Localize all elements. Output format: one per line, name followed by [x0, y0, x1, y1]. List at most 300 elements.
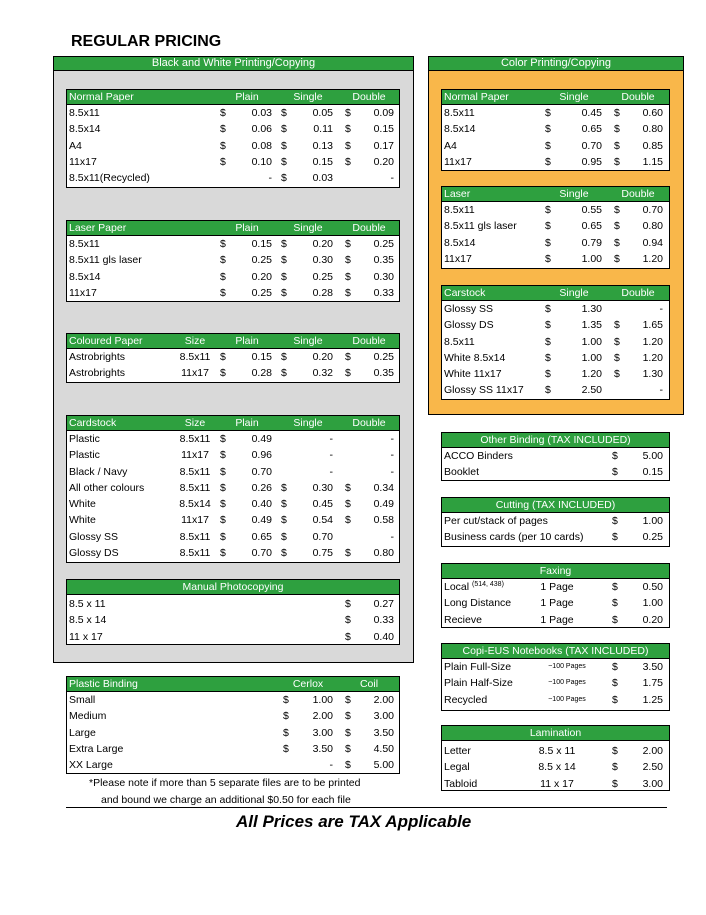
- cell: $: [283, 726, 289, 739]
- table-row: [442, 513, 669, 529]
- table-row: [67, 757, 399, 773]
- cutting-table: [441, 497, 670, 547]
- cell: $: [345, 498, 351, 511]
- table-row: [67, 545, 399, 561]
- cell: 1.35: [581, 319, 602, 332]
- header-cerlox: Cerlox: [292, 678, 324, 690]
- cell: 0.03: [312, 172, 333, 185]
- table-row: [442, 692, 669, 708]
- cell: ~100 Pages: [548, 679, 586, 687]
- table-header: Lamination: [442, 726, 669, 741]
- header-plain: Plain: [235, 91, 259, 103]
- cell: 0.55: [581, 204, 602, 216]
- table-header: [442, 187, 669, 202]
- table-row: [67, 596, 399, 612]
- cell: $: [220, 481, 226, 494]
- row-label: 11x17: [69, 155, 97, 168]
- table-row: [67, 170, 399, 186]
- cell: $: [281, 514, 287, 527]
- table-row: [67, 612, 399, 628]
- cell: 0.79: [581, 236, 602, 249]
- header-double: Double: [621, 188, 655, 200]
- cell: $: [345, 139, 351, 152]
- cell: $: [345, 238, 351, 250]
- cell: 1.25: [642, 693, 663, 706]
- table-row: [442, 464, 669, 480]
- cell: $: [612, 466, 618, 479]
- table-row: [442, 529, 669, 545]
- cell: 1.20: [642, 335, 663, 348]
- cell: 11x17: [181, 367, 209, 380]
- cell: $: [345, 742, 351, 755]
- cell: 0.28: [312, 286, 333, 299]
- footer-tax-note: All Prices are TAX Applicable: [236, 812, 472, 831]
- cell: 0.11: [313, 123, 333, 136]
- cell: 0.15: [642, 466, 663, 479]
- cell: $: [281, 155, 287, 168]
- row-label: Glossy SS 11x17: [444, 384, 524, 397]
- cell: 3.50: [312, 742, 333, 755]
- cell: 0.70: [581, 139, 602, 152]
- cell: -: [268, 172, 272, 185]
- cell: $: [220, 238, 226, 250]
- cell: 5.00: [373, 759, 394, 772]
- cell: $: [345, 107, 351, 119]
- table-header: Cutting (TAX INCLUDED): [442, 498, 669, 513]
- table-row: [442, 154, 669, 170]
- binding-note-line-2: and bound we charge an additional $0.50 for each file: [101, 794, 351, 806]
- table-row: [442, 301, 669, 317]
- cell: $: [345, 286, 351, 299]
- row-label: 8.5x11 gls laser: [444, 220, 517, 233]
- table-row: [442, 251, 669, 267]
- cell: $: [545, 351, 551, 364]
- cell: $: [614, 319, 620, 332]
- cell: ~100 Pages: [548, 695, 586, 703]
- header-single: Single: [293, 335, 323, 347]
- cell: $: [545, 368, 551, 381]
- cell: $: [220, 107, 226, 119]
- cell: $: [545, 252, 551, 265]
- cell: $: [614, 107, 620, 119]
- cell: 0.70: [312, 530, 333, 543]
- row-label: Glossy SS: [444, 303, 494, 315]
- cell: 0.70: [251, 547, 272, 560]
- cell: -: [390, 433, 394, 445]
- table-row: [442, 759, 669, 775]
- header-label: Normal Paper: [444, 91, 509, 103]
- table-row: [442, 121, 669, 137]
- header-label: Laser: [444, 188, 471, 200]
- table-row: [442, 612, 669, 628]
- table-header: [67, 416, 399, 431]
- row-label: 8.5x11: [444, 107, 475, 119]
- cell: $: [614, 252, 620, 265]
- cell: 1.65: [642, 319, 663, 332]
- row-label: White 11x17: [444, 368, 502, 381]
- cell: 0.20: [312, 351, 333, 363]
- cell: 0.70: [251, 465, 272, 478]
- cell: 0.15: [373, 123, 394, 136]
- cell: $: [220, 254, 226, 267]
- cell: 1.00: [642, 515, 663, 527]
- cell: $: [220, 139, 226, 152]
- cell: $: [281, 238, 287, 250]
- cell: 0.35: [373, 254, 394, 267]
- header-double: Double: [621, 91, 655, 103]
- cell: 1.20: [642, 252, 663, 265]
- table-header: [67, 221, 399, 236]
- row-label: Business cards (per 10 cards): [444, 531, 584, 544]
- cell: 0.20: [373, 155, 394, 168]
- cell: 8.5x11: [179, 433, 211, 445]
- cell: 0.25: [251, 254, 272, 267]
- header-plain: Plain: [235, 335, 259, 347]
- cell: 0.75: [312, 547, 333, 560]
- table-row: [442, 659, 669, 675]
- cell: 0.25: [373, 351, 394, 363]
- cell: $: [612, 613, 618, 626]
- cell: $: [345, 547, 351, 560]
- table-row: [442, 448, 669, 464]
- table-header: [67, 334, 399, 349]
- cell: $: [345, 123, 351, 136]
- cell: $: [281, 481, 287, 494]
- row-label: Per cut/stack of pages: [444, 515, 548, 527]
- header-label: Normal Paper: [69, 91, 134, 103]
- cell: 2.50: [581, 384, 602, 397]
- cell: 1.00: [581, 351, 602, 364]
- cell: 0.65: [581, 123, 602, 136]
- table-row: [67, 269, 399, 285]
- cell: 3.00: [312, 726, 333, 739]
- cell: $: [612, 597, 618, 610]
- row-label: 8.5x11(Recycled): [69, 172, 150, 185]
- table-header: Manual Photocopying: [67, 580, 399, 595]
- cell: 0.80: [373, 547, 394, 560]
- table-header: [442, 286, 669, 301]
- row-label: 8.5x14: [444, 236, 476, 249]
- row-label: Tabloid: [444, 777, 478, 790]
- cell: $: [281, 351, 287, 363]
- cell: 2.50: [642, 761, 663, 774]
- color-normal-paper-table: [441, 89, 670, 171]
- table-row: [442, 202, 669, 218]
- cell: $: [220, 286, 226, 299]
- row-label: Plastic: [69, 449, 100, 462]
- cell: $: [281, 530, 287, 543]
- cell: -: [329, 465, 333, 478]
- cell: $: [612, 761, 618, 774]
- cell: $: [345, 481, 351, 494]
- cell: 1.00: [581, 252, 602, 265]
- cell: 0.70: [642, 204, 663, 216]
- cell: $: [345, 630, 351, 643]
- cell: 0.25: [373, 238, 394, 250]
- cell: 0.49: [373, 498, 394, 511]
- cell: 0.65: [581, 220, 602, 233]
- bw-cardstock-table: [66, 415, 400, 563]
- cell: $: [281, 498, 287, 511]
- table-row: [442, 334, 669, 350]
- cell: 11x17: [181, 449, 209, 462]
- cell: $: [545, 107, 551, 119]
- cell: 0.80: [642, 123, 663, 136]
- cell: 0.54: [312, 514, 333, 527]
- cell: $: [545, 384, 551, 397]
- bw-coloured-paper-table: [66, 333, 400, 383]
- cell: $: [345, 367, 351, 380]
- cell: 5.00: [642, 450, 663, 462]
- color-panel-title: Color Printing/Copying: [429, 57, 683, 71]
- table-row: [67, 349, 399, 365]
- table-row: [67, 154, 399, 170]
- cell: 1 Page: [540, 613, 574, 626]
- cell: 0.49: [251, 514, 272, 527]
- row-label: White 8.5x14: [444, 351, 506, 364]
- header-single: Single: [559, 287, 589, 299]
- table-row: [442, 579, 669, 595]
- cell: 8.5x11: [179, 481, 211, 494]
- cell: -: [329, 449, 333, 462]
- row-label: Plastic: [69, 433, 100, 445]
- cell: $: [345, 694, 351, 706]
- cell: 2.00: [312, 710, 333, 723]
- cell: $: [612, 581, 618, 593]
- row-label: 11 x 17: [69, 630, 103, 643]
- table-row: [67, 365, 399, 381]
- table-row: [67, 480, 399, 496]
- cell: -: [329, 759, 333, 772]
- cell: $: [281, 286, 287, 299]
- cell: $: [281, 123, 287, 136]
- table-row: [67, 431, 399, 447]
- table-row: [442, 776, 669, 792]
- cell: $: [220, 498, 226, 511]
- row-label: Small: [69, 694, 96, 706]
- cell: 1.00: [312, 694, 333, 706]
- cell: $: [220, 123, 226, 136]
- row-label: Glossy SS: [69, 530, 119, 543]
- cell: 0.65: [251, 530, 272, 543]
- table-header: [67, 90, 399, 105]
- cell: 0.94: [642, 236, 663, 249]
- cell: $: [545, 204, 551, 216]
- table-row: [67, 529, 399, 545]
- cell: 0.85: [642, 139, 663, 152]
- cell: $: [220, 449, 226, 462]
- row-label: Letter: [444, 745, 471, 757]
- cell: $: [220, 547, 226, 560]
- cell: 0.95: [581, 155, 602, 168]
- row-label: Extra Large: [69, 742, 124, 755]
- cell: $: [614, 139, 620, 152]
- table-row: [67, 692, 399, 708]
- table-row: [67, 285, 399, 301]
- cell: 0.80: [642, 220, 663, 233]
- bw-laser-paper-table: [66, 220, 400, 302]
- cell: 1.20: [642, 351, 663, 364]
- cell: $: [283, 742, 289, 755]
- table-header: [442, 90, 669, 105]
- cell: $: [612, 450, 618, 462]
- row-label: Glossy DS: [69, 547, 119, 560]
- cell: $: [614, 368, 620, 381]
- cell: 0.33: [373, 614, 394, 627]
- header-label: Laser Paper: [69, 222, 127, 234]
- page-title: REGULAR PRICING: [71, 33, 222, 50]
- row-label: 8.5x14: [69, 123, 101, 136]
- header-size: Size: [184, 417, 206, 429]
- cell: 1.00: [581, 335, 602, 348]
- cell: 0.32: [312, 367, 333, 380]
- cell: 1.30: [642, 368, 663, 381]
- row-label: 11x17: [444, 155, 472, 168]
- header-plain: Plain: [235, 417, 259, 429]
- cell: $: [614, 204, 620, 216]
- table-row: [67, 629, 399, 645]
- cell: $: [545, 155, 551, 168]
- cell: 8.5 x 11: [538, 745, 576, 757]
- notebooks-table: [441, 643, 670, 711]
- cell: 0.58: [373, 514, 394, 527]
- faxing-table: [441, 563, 670, 628]
- cell: $: [281, 107, 287, 119]
- table-row: [67, 512, 399, 528]
- row-label: 8.5 x 14: [69, 614, 107, 627]
- row-label: Recieve: [444, 613, 482, 626]
- table-row: [442, 366, 669, 382]
- cell: $: [281, 139, 287, 152]
- bw-panel-title: Black and White Printing/Copying: [54, 57, 413, 71]
- cell: $: [612, 745, 618, 757]
- cell: $: [614, 123, 620, 136]
- cell: $: [220, 530, 226, 543]
- row-label: 8.5x14: [444, 123, 476, 136]
- cell: 0.10: [251, 155, 272, 168]
- cell: $: [612, 531, 618, 544]
- row-label: All other colours: [69, 481, 145, 494]
- row-label: Large: [69, 726, 96, 739]
- row-label: Booklet: [444, 466, 480, 479]
- cell: $: [281, 547, 287, 560]
- cell: 0.33: [373, 286, 394, 299]
- row-label: 11x17: [69, 286, 97, 299]
- table-row: [67, 447, 399, 463]
- header-single: Single: [559, 91, 589, 103]
- cell: $: [345, 759, 351, 772]
- cell: 0.50: [642, 581, 663, 593]
- table-row: [442, 235, 669, 251]
- cell: 0.26: [251, 481, 272, 494]
- cell: $: [283, 710, 289, 723]
- cell: $: [281, 254, 287, 267]
- cell: $: [612, 677, 618, 690]
- table-row: [67, 725, 399, 741]
- row-label: XX Large: [69, 759, 113, 772]
- cell: 2.00: [642, 745, 663, 757]
- row-label: A4: [69, 139, 82, 152]
- table-row: [442, 218, 669, 234]
- lamination-table: [441, 725, 670, 791]
- cell: 0.06: [251, 123, 272, 136]
- row-label: Local: [444, 581, 470, 593]
- table-header: Copi-EUS Notebooks (TAX INCLUDED): [442, 644, 669, 659]
- table-row: [67, 252, 399, 268]
- cell: $: [612, 693, 618, 706]
- row-label: Astrobrights: [69, 367, 126, 380]
- binding-note-line-1: *Please note if more than 5 separate files are to be printed: [89, 777, 361, 789]
- row-label: Plain Half-Size: [444, 677, 513, 690]
- bw-manual-photocopying-table: [66, 579, 400, 645]
- cell: 1 Page: [540, 581, 574, 593]
- table-row: [67, 236, 399, 252]
- header-label: Cardstock: [69, 417, 117, 429]
- cell: 0.30: [312, 481, 333, 494]
- row-label: Medium: [69, 710, 107, 723]
- row-label: A4: [444, 139, 457, 152]
- table-row: [442, 105, 669, 121]
- header-double: Double: [352, 335, 386, 347]
- cell: 0.17: [373, 139, 394, 152]
- row-label: White: [69, 498, 96, 511]
- cell: 0.45: [312, 498, 333, 511]
- header-single: Single: [293, 222, 323, 234]
- header-plain: Plain: [235, 222, 259, 234]
- cell: 1.75: [642, 677, 663, 690]
- cell: 0.96: [251, 449, 272, 462]
- cell: 8.5 x 14: [538, 761, 576, 774]
- cell: 0.03: [251, 107, 272, 119]
- cell: 0.08: [251, 139, 272, 152]
- cell: 8.5x14: [179, 498, 211, 511]
- row-label: 11x17: [444, 252, 472, 265]
- footer-divider: [66, 807, 667, 808]
- cell: 1.15: [642, 155, 663, 168]
- cell: 0.25: [312, 270, 333, 283]
- cell: $: [220, 465, 226, 478]
- plastic-binding-table: [66, 676, 400, 774]
- cell: 3.50: [642, 661, 663, 673]
- header-label: Plastic Binding: [69, 678, 138, 690]
- cell: -: [390, 465, 394, 478]
- row-label: 8.5 x 11: [69, 598, 106, 610]
- color-carstock-table: [441, 285, 670, 400]
- table-row: [442, 743, 669, 759]
- cell: $: [614, 236, 620, 249]
- cell: $: [612, 515, 618, 527]
- cell: 3.00: [373, 710, 394, 723]
- cell: $: [545, 220, 551, 233]
- cell: $: [345, 351, 351, 363]
- cell: $: [345, 710, 351, 723]
- row-label: Plain Full-Size: [444, 661, 512, 673]
- cell: 0.40: [373, 630, 394, 643]
- cell: $: [614, 351, 620, 364]
- cell: $: [545, 335, 551, 348]
- cell: 0.25: [251, 286, 272, 299]
- cell: 0.09: [373, 107, 394, 119]
- cell: $: [545, 139, 551, 152]
- cell: -: [390, 449, 394, 462]
- cell: 0.49: [251, 433, 272, 445]
- cell: 8.5x11: [179, 547, 211, 560]
- header-single: Single: [293, 91, 323, 103]
- header-double: Double: [352, 417, 386, 429]
- cell: $: [612, 777, 618, 790]
- header-single: Single: [559, 188, 589, 200]
- cell: $: [345, 270, 351, 283]
